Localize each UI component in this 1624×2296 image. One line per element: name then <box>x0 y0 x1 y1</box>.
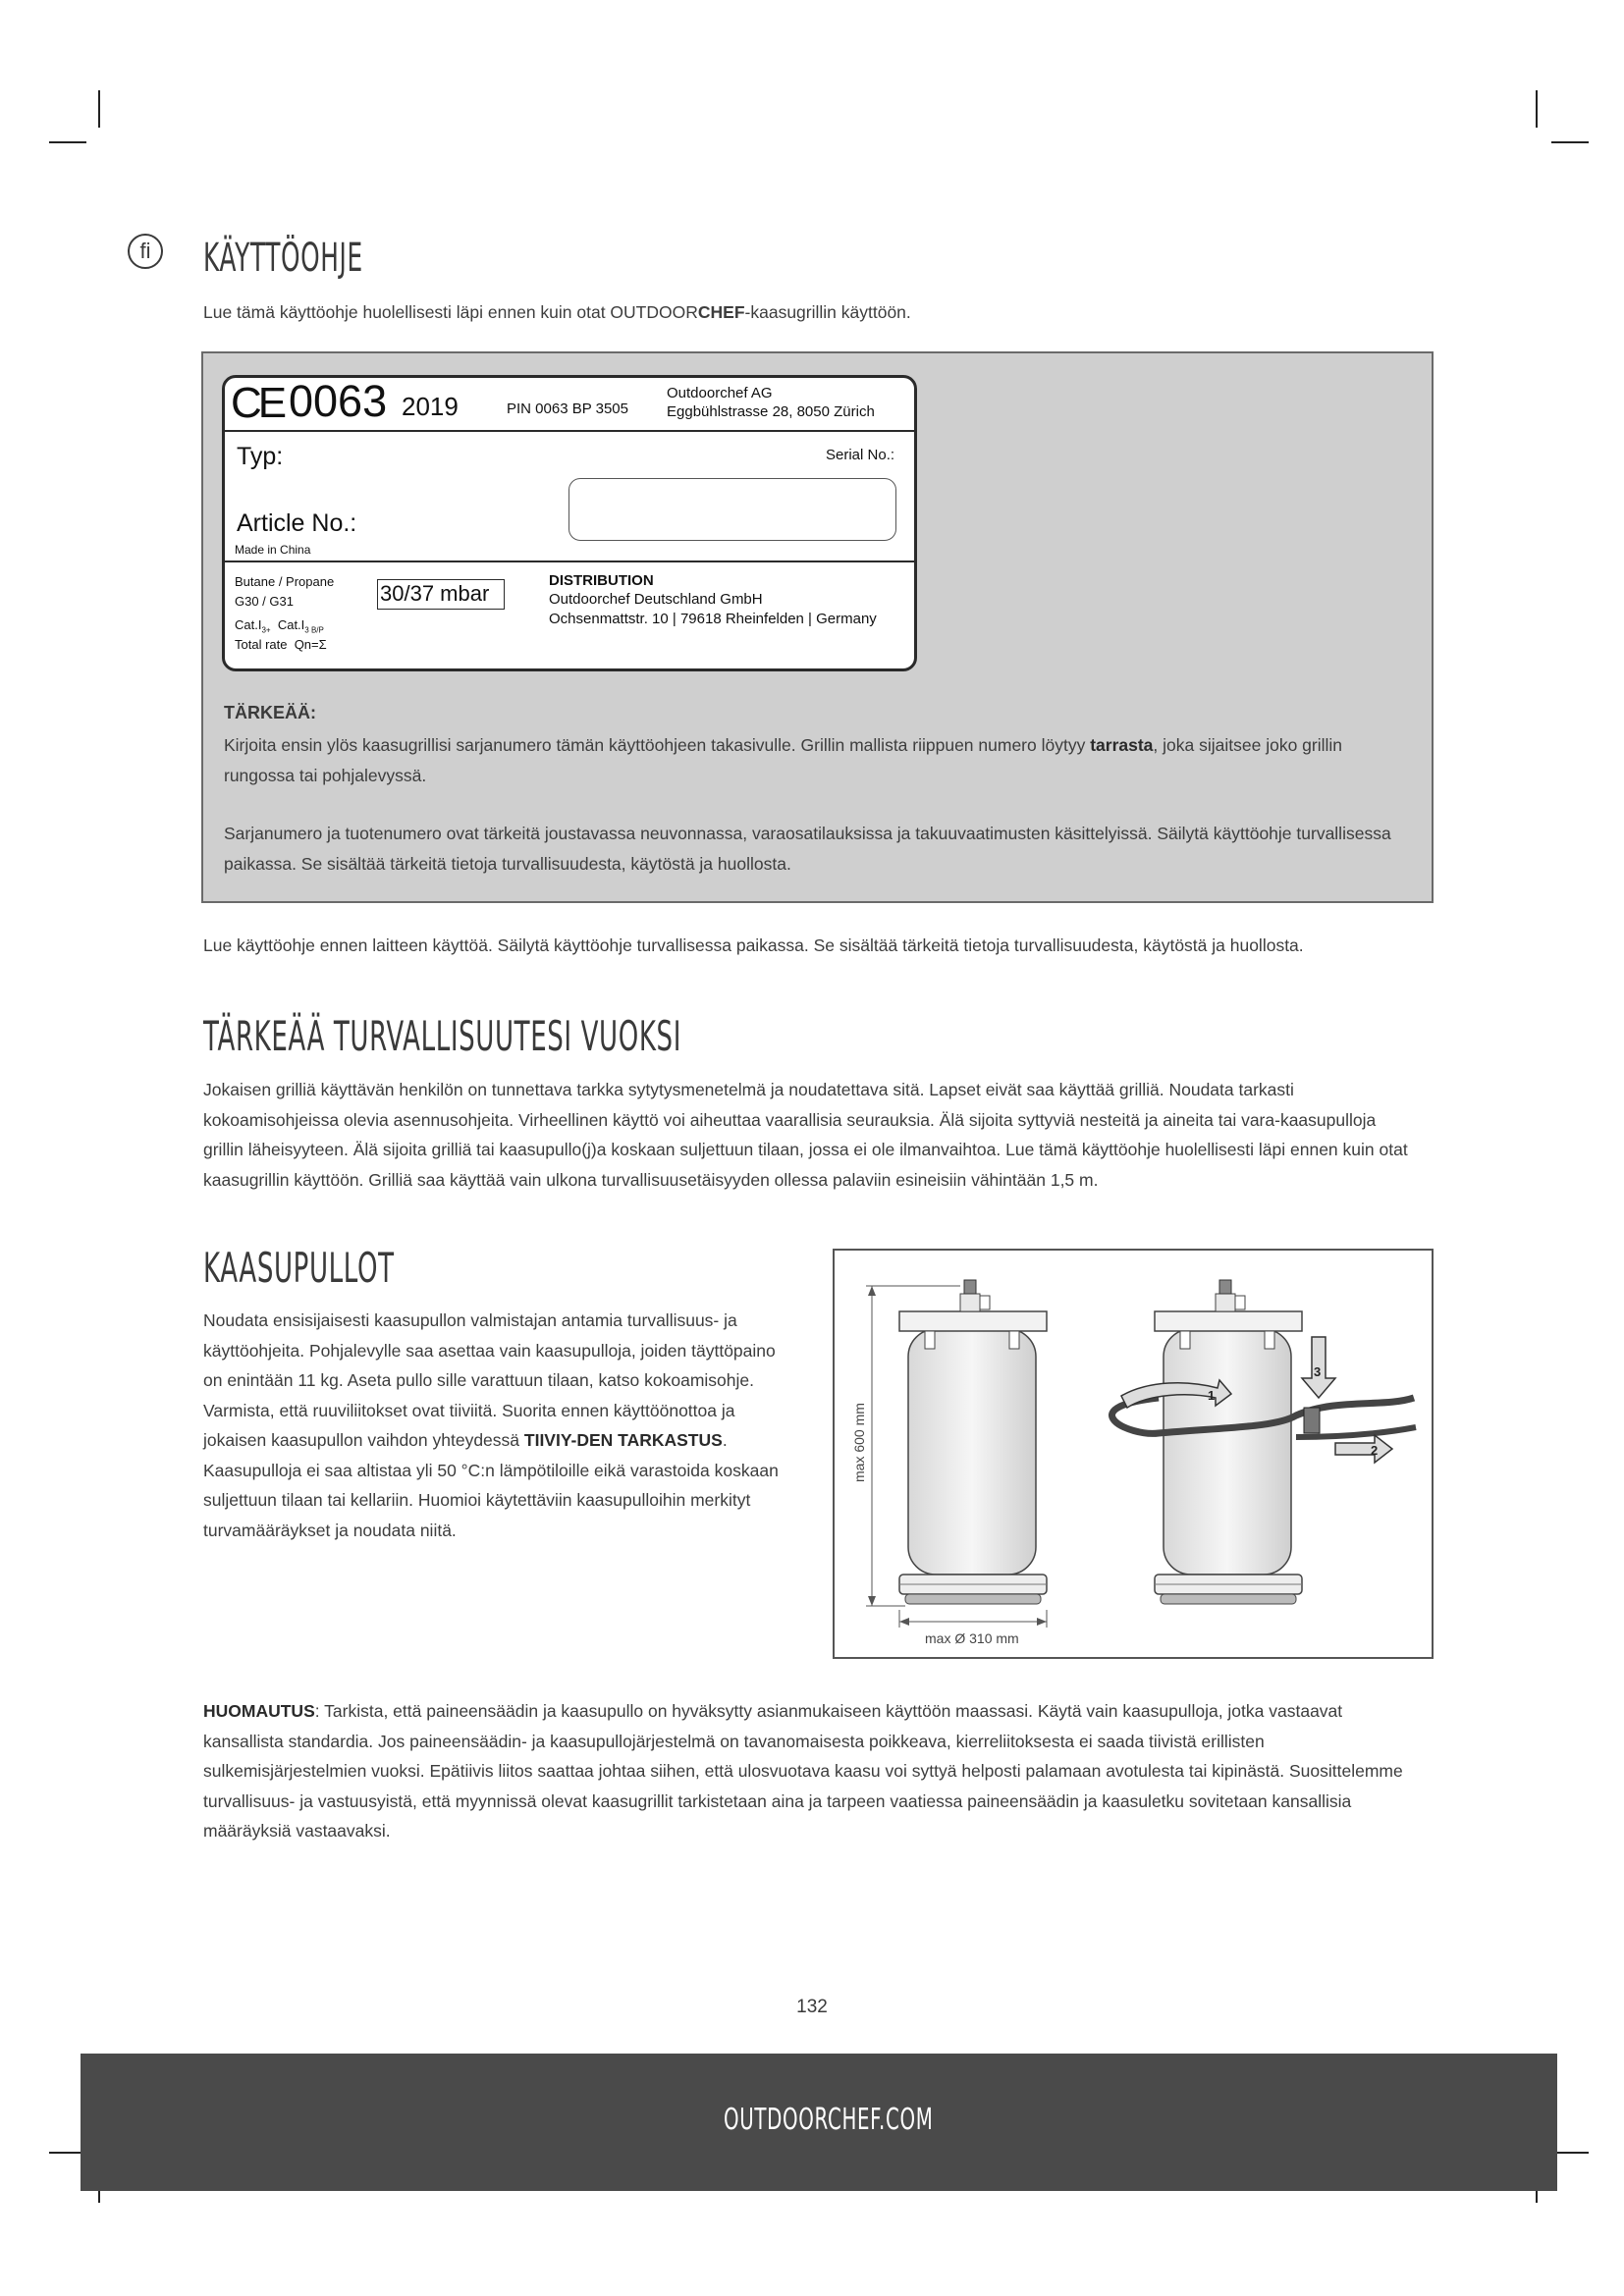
bottle-right <box>1155 1280 1302 1604</box>
plate-year: 2019 <box>402 392 459 421</box>
plate-divider <box>225 561 914 562</box>
serial-label: Serial No.: <box>826 447 895 463</box>
gas-category: $Cat.I_{3+}$ $Cat.I_{3 B/P}$ <box>235 617 324 635</box>
typ-label: Typ: <box>237 443 284 470</box>
step-1-label: 1 <box>1208 1388 1216 1403</box>
pressure-box: 30/37 mbar <box>377 579 505 610</box>
distribution-title: DISTRIBUTION <box>549 572 654 589</box>
plate-company: Outdoorchef AG <box>667 385 773 401</box>
width-label: max Ø 310 mm <box>925 1630 1019 1646</box>
bottle-left <box>899 1280 1047 1604</box>
hose-clamp <box>1304 1408 1320 1433</box>
gas-type: Butane / Propane <box>235 574 335 589</box>
crop-mark <box>49 141 86 143</box>
footer-url[interactable]: OUTDOORCHEF.COM <box>724 2103 934 2137</box>
plate-company-address: Eggbühlstrasse 28, 8050 Zürich <box>667 403 875 420</box>
crop-mark <box>1551 141 1589 143</box>
important-paragraph-1: Kirjoita ensin ylös kaasugrillisi sarjanumero tämän käyttöohjeen takasivulle. Grillin mallista riippuen numero löytyy tarrasta, joka sijaitsee joko grillin rungossa tai pohjalevyssä. <box>224 735 1343 785</box>
bottles-text: Noudata ensisijaisesti kaasupullon valmistajan antamia turvallisuus- ja käyttöohjeita. Pohjalevylle saa asettaa vain kaasupulloja, joiden täyttöpaino on enintään 11 kg. Aseta pullo sille varattuun tilaan, katso kokoamisohje. Varmista, että ruuviliitokset ovat tiiviitä. Suorita ennen käyttöönottoa ja jokaisen kaasupullon vaihdon yhteydessä TIIVIY-DEN TARKASTUS. Kaasupulloja ei saa altistaa yli 50 °C:n lämpötiloille eikä varastoida koskaan suljettuun tilaan tai kellariin. Huomioi käytettäviin kaasupulloihin merkityt turvamääräykset ja noudata niitä. <box>203 1310 779 1540</box>
gas-group: G30 / G31 <box>235 594 294 609</box>
notice-text: HUOMAUTUS: Tarkista, että paineensäädin ja kaasupullo on hyväksytty asianmukaiseen käyttöön maassasi. Käytä vain kaasupulloja, jotka vastaavat kansallista standardia. Jos paineensäädin- ja kaasupullojärjestelmä on tavanomaisesta poikkeava, kierreliitoksesta ei saada tiivistä erillisten sulkemisjärjestelmien vuoksi. Epätiivis liitos saattaa johtaa siihen, että ulosvuotava kaasu voi syttyä helposti palamaan avotulesta tai kipinästä. Suosittelemme turvallisuus- ja vastuusyistä, että myynnissä olevat kaasugrillit tarkistetaan aina ja tarpeen vaatiessa paineensäädin ja kaasuletku sovitetaan kansallisia määräyksiä vastaavaksi. <box>203 1701 1403 1841</box>
language-code: fi <box>139 239 151 263</box>
crop-mark <box>98 90 100 128</box>
distribution-address: Ochsenmattstr. 10 | 79618 Rheinfelden | Germany <box>549 611 877 627</box>
crop-mark <box>1536 90 1538 128</box>
gas-bottle-illustration <box>835 1251 1432 1657</box>
notice-label: HUOMAUTUS <box>203 1701 315 1721</box>
gas-bottle-figure <box>833 1249 1434 1659</box>
plate-pin: PIN 0063 BP 3505 <box>507 400 628 417</box>
important-heading: TÄRKEÄÄ: <box>224 703 316 722</box>
article-label: Article No.: <box>237 509 357 537</box>
language-badge <box>128 234 163 269</box>
serial-number-field <box>568 478 896 541</box>
safety-text: Jokaisen grilliä käyttävän henkilön on tunnettava tarkka sytytysmenetelmä ja noudatettava sitä. Lapset eivät saa käyttää grilliä. Noudata tarkasti kokoamisohjeissa olevia asennusohjeita. Virheellinen käyttö voi aiheuttaa vaarallisia seurauksia. Älä sijoita syttyviä nesteitä ja aineita tai vara-kaasupulloja grillin läheisyyteen. Älä sijoita grilliä tai kaasupullo(j)a koskaan suljettuun tilaan, jossa ei ole ilmanvaihtoa. Lue tämä käyttöohje huolellisesti läpi ennen kuin otat kaasugrillin käyttöön. Grilliä saa käyttää vain ulkona turvallisuusetäisyyden ollessa palaviin esineisiin vähintään 1,5 m. <box>203 1080 1408 1190</box>
step-2-label: 2 <box>1371 1443 1379 1458</box>
step-3-label: 3 <box>1314 1364 1322 1379</box>
rating-plate <box>222 375 917 671</box>
total-rate: Total rate Qn=Σ <box>235 637 327 652</box>
safety-heading: TÄRKEÄÄ TURVALLISUUTESI VUOKSI <box>203 1012 681 1060</box>
page-title: KÄYTTÖOHJE <box>203 236 363 281</box>
width-dimension <box>899 1610 1047 1628</box>
ce-mark: CE <box>231 379 284 427</box>
plate-divider <box>225 430 914 432</box>
notified-body-number: 0063 <box>289 376 388 426</box>
arrow-2-icon <box>1335 1435 1392 1463</box>
page-number: 132 <box>796 1997 828 2017</box>
intro-text: Lue tämä käyttöohje huolellisesti läpi ennen kuin otat OUTDOORCHEF-kaasugrillin käyttöön. <box>203 302 911 322</box>
distribution-company: Outdoorchef Deutschland GmbH <box>549 591 763 608</box>
height-label: max 600 mm <box>851 1403 867 1482</box>
footer-bar <box>81 2054 1557 2191</box>
brand-bold: CHEF <box>697 302 745 322</box>
read-note: Lue käyttöohje ennen laitteen käyttöä. Säilytä käyttöohje turvallisessa paikassa. Se sisältää tärkeitä tietoja turvallisuudesta, käytöstä ja huollosta. <box>203 935 1304 955</box>
bottles-heading: KAASUPULLOT <box>203 1244 395 1292</box>
made-in-label: Made in China <box>235 543 311 557</box>
important-paragraph-2: Sarjanumero ja tuotenumero ovat tärkeitä joustavassa neuvonnassa, varaosatilauksissa ja takuuvaatimusten käsittelyissä. Säilytä käyttöohje turvallisessa paikassa. Se sisältää tärkeitä tietoja turvallisuudesta, käytöstä ja huollosta. <box>224 824 1391 874</box>
